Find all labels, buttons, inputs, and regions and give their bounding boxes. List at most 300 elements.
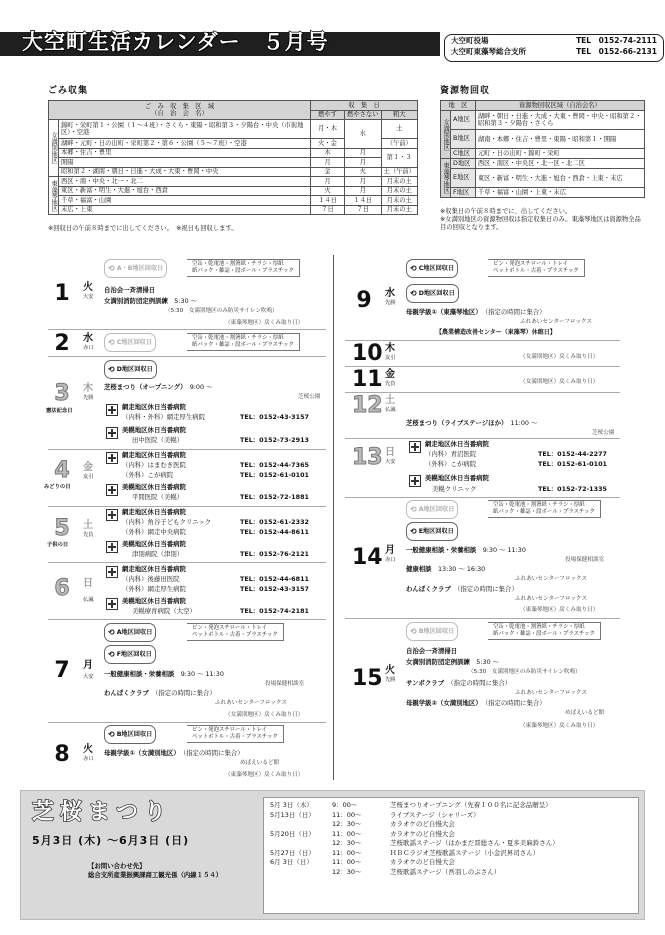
holiday-name: みどりの日 (44, 484, 71, 490)
day-number: 13 (352, 445, 383, 470)
rokuyo: 友引 (385, 355, 396, 361)
event-text: 芝桜まつり（オープニング） (104, 383, 184, 391)
cell: 月 (345, 158, 381, 168)
event-time: 5:30 ～ (174, 297, 198, 305)
tag-label: C地区回収日 (418, 264, 455, 272)
event-note: （女満別地区）戻くみ取り日） (520, 379, 599, 385)
cell: 火・金 (311, 139, 345, 149)
hospital-name: （内科）青沼医院 (425, 450, 477, 458)
day-divider (48, 619, 326, 620)
hospital-tel: TEL：0152-43-3157 (240, 413, 309, 421)
cell: 月 (311, 158, 345, 168)
cat-line: ビン・発泡スチロール・トレイ (192, 727, 267, 734)
sched-event: カラオケのど自慢大会 (390, 820, 455, 828)
collection-tag (104, 645, 156, 664)
area-name: A地区 (451, 111, 476, 130)
day-number: 14 (352, 545, 383, 570)
collection-tag (104, 725, 156, 744)
rokuyo: 仏滅 (83, 597, 94, 603)
cell: 土（午前） (381, 167, 417, 177)
gomi-note: ※回収日の午前８時までに出してください。 ※祝日も回収します。 (48, 225, 238, 232)
event (406, 700, 546, 707)
event-time: 11:00 ～ (510, 419, 538, 427)
gomi-title: ごみ収集 (48, 86, 89, 96)
day-number: 5 (54, 516, 70, 541)
hospital-icon (106, 541, 118, 553)
recycle-icon: ⟲ (410, 526, 417, 536)
cell-text: 第１・３ (386, 153, 412, 161)
cell: 月・木 (311, 120, 345, 139)
cell: 昭和第２・湖南・朝日・日進・大成・大東・豊岡・中央 (59, 167, 311, 177)
weekday: 金 (385, 369, 395, 380)
event-place: ふれあいセンターフロックス (515, 596, 588, 602)
rokuyo: 友引 (83, 474, 94, 480)
event-note: （女満別地区）戻くみ取り日） (225, 712, 304, 718)
cat-line: 紙パック・雑誌・段ボール・プラスチック (192, 342, 294, 348)
hospital-name: （外科）こが病院 (425, 460, 477, 468)
contact-name: 大空町役場 (451, 36, 489, 45)
event (104, 384, 212, 391)
weekday: 水 (83, 333, 93, 344)
collection-tag (406, 284, 459, 303)
sched-event: カラオケのど自慢大会 (390, 829, 455, 838)
area-name: D地区 (451, 159, 476, 169)
header-text: （自 治 会 名） (151, 110, 208, 117)
rokuyo: 赤口 (83, 345, 94, 351)
event-time: 13:30 ～ 16:30 (437, 565, 486, 573)
note-line: ※収集日の午前８時までに、出してください。 (440, 208, 572, 215)
holiday-name: 子供の日 (47, 542, 69, 548)
weekday: 月 (385, 545, 395, 556)
cat-line: 空缶・乾電池・割箸紙・チラシ・厚紙 (192, 335, 284, 342)
hospital (132, 551, 183, 558)
header-text: ご み 収 集 区 域 (144, 102, 215, 110)
sched-date: 5月20日（日） (270, 829, 315, 838)
cell: 月 (345, 177, 381, 187)
event-place: 芝桜公園 (298, 394, 321, 400)
event-text: 女満別消防団定例訓練 (406, 658, 470, 666)
category-box (187, 259, 300, 277)
tag-label: B地区回収日 (116, 730, 153, 738)
cell: 本郷・住吉・豊里 (59, 148, 311, 158)
gomi-header-area (49, 101, 311, 120)
sched-event: ＨＢＣラジオ芝桜歌謡ステージ（小金沢昇司さん） (390, 848, 540, 857)
cell: 末広・上東 (59, 205, 311, 215)
col-area: 地 区 (441, 101, 476, 111)
hospital (122, 414, 205, 421)
cell: ７日 (311, 205, 345, 215)
recycle-icon: ⟲ (108, 263, 115, 273)
festival-schedule (263, 797, 639, 914)
event-text: 一般健康相談・栄養相談 (104, 670, 175, 678)
category-box (488, 622, 601, 640)
hospital-icon (409, 475, 421, 487)
hospital-title: 網走地区休日当番病院 (122, 451, 186, 459)
rokuyo: 先勝 (385, 677, 396, 683)
hospital-name: （内科）後藤田医院 (122, 575, 180, 583)
col-detail: 資源物回収区域（自治会名） (475, 101, 644, 111)
cell: 千草・福富・山園 (59, 196, 311, 206)
festival-title: 芝桜まつり (32, 800, 173, 825)
collection-tag (406, 522, 458, 541)
contact-tel: TEL 0152-74-2111 (576, 36, 657, 45)
cell: 錦町・栄町第１・公園（１～４班）・さくら・東陽・昭和第３・夕陽台・中央（市街地区）・空港 (59, 120, 311, 139)
area-detail: 東区・新富・明生・大進・旭台・西倉・上東・末広 (475, 169, 644, 188)
weekday: 土 (83, 520, 93, 531)
cat-line: 紙パック・雑誌・段ボール・プラスチック (493, 631, 595, 637)
event-text: 芝桜まつり（ライブステージほか） (406, 419, 505, 427)
hospital-title: 美幌地区休日当番病院 (425, 474, 489, 482)
side-label: 女満別地区 (441, 111, 451, 159)
event-text: 母親学級②（女満別地区） (406, 699, 479, 707)
hospital-icon (106, 404, 118, 416)
recycle-icon: ⟲ (410, 263, 417, 273)
tag-label: F地区回収日 (116, 650, 152, 658)
day-number: 1 (54, 281, 70, 306)
event: 【農業構造改善センター（東藻琴）休館日】 (436, 329, 556, 336)
event-time: 9:30 ～ 11:30 (180, 670, 224, 678)
day-number: 10 (352, 341, 383, 366)
day-number: 6 (54, 576, 70, 601)
category-box (488, 259, 585, 277)
shigen-title: 資源物回収 (440, 86, 491, 96)
rokuyo: 大安 (83, 674, 94, 680)
weekday: 水 (385, 288, 395, 299)
event: 自治会一斉清掃日 (406, 647, 458, 655)
hospital-icon (106, 452, 118, 464)
event (406, 586, 518, 593)
rokuyo: 仏滅 (385, 407, 396, 413)
hospital-name: （外科）網走中央病院 (122, 528, 186, 536)
day-divider (345, 340, 620, 341)
recycle-icon: ⟲ (108, 627, 115, 637)
cell: 湖畔・元町・日の出町・栄町第２・第６・公園（５～７班）・空港 (59, 139, 311, 149)
recycle-icon: ⟲ (410, 626, 417, 636)
event-place: 役場保健相談室 (565, 557, 605, 563)
hospital (132, 608, 196, 615)
cat-line: ペットボトル・古着・プラスチック (192, 734, 278, 740)
header (0, 0, 665, 62)
sched-date: 5月27日（日） (270, 848, 315, 857)
event (104, 690, 216, 697)
collection-tag (104, 360, 157, 379)
hospital-tel: TEL：0152-61-0101 (240, 471, 309, 479)
day-divider (345, 618, 620, 619)
day-number: 4 (54, 458, 70, 483)
cell: 月 (345, 186, 381, 196)
event-note: （東藻琴地区）戻くみ取り日） (520, 607, 599, 613)
hospital (122, 519, 211, 526)
sched-time: 11：00～ (332, 810, 362, 819)
weekday: 火 (385, 665, 395, 676)
tag-label: A地区回収日 (418, 505, 455, 513)
hospital-icon (409, 441, 421, 453)
hospital (132, 437, 183, 444)
day-divider (345, 497, 620, 498)
hospital (122, 529, 186, 536)
sched-time: 12：30～ (332, 867, 362, 876)
cat-line: ビン・発泡スチロール・トレイ (493, 261, 568, 268)
tag-label: A・B地区回収日 (116, 264, 164, 272)
recycle-icon: ⟲ (108, 364, 115, 374)
event-note: （東藻琴地区）戻くみ取り日） (520, 723, 599, 729)
contact-box (444, 34, 664, 62)
day-number: 11 (352, 367, 383, 392)
collection-tag (406, 500, 458, 519)
sched-event: 芝桜まつりオープニング（先着１００名に記念品贈呈） (390, 801, 552, 809)
side-label: 東藻琴地区 (441, 159, 451, 198)
hospital (425, 451, 476, 458)
recycle-icon: ⟲ (410, 504, 417, 514)
event-text: 一般健康相談・栄養相談 (406, 546, 477, 554)
area-detail: 湖畔・朝日・日進・大成・大東・豊岡・中央・昭和第２・昭和第３・夕陽台・さくら (475, 111, 644, 130)
day-divider (345, 366, 620, 367)
contact-name: 大空町東藻琴総合支所 (451, 47, 526, 56)
recycle-icon: ⟲ (108, 649, 115, 659)
event-note: （女満別地区）戻くみ取り日） (520, 354, 599, 360)
event-place: ふれあいセンターフロックス (215, 700, 288, 706)
event-place: 役場保健相談室 (265, 681, 305, 687)
column-divider (333, 255, 334, 780)
cell (381, 148, 417, 167)
hospital-icon (106, 484, 118, 496)
event (406, 659, 499, 666)
cell: 火 (345, 167, 381, 177)
hospital-tel: TEL：0152-72-1335 (538, 485, 607, 493)
hospital-icon (106, 509, 118, 521)
note-line: ※女満別地区の資源物回収は指定収集日のみ。東藻琴地区は資源物全品目の回収となります。 (440, 216, 641, 232)
sched-time: 11：00～ (332, 858, 362, 866)
gomi-table (48, 100, 418, 215)
sched-date (270, 869, 332, 879)
hospital-icon (106, 598, 118, 610)
cat-line: 空缶・乾電池・割箸紙・チラシ・厚紙 (493, 502, 585, 509)
hospital-tel: TEL：0152-44-6811 (240, 575, 309, 583)
event (406, 309, 546, 316)
hospital-name: （内科）角谷子どもクリニック (122, 518, 212, 526)
hospital-title: 網走地区休日当番病院 (122, 565, 186, 573)
category-box (187, 333, 300, 351)
hospital-title: 美幌地区休日当番病院 (122, 597, 186, 605)
weekday: 土 (385, 395, 395, 406)
cell: 木 (311, 148, 345, 158)
event-note: （東藻琴地区）戻くみ取り日） (225, 320, 304, 326)
category-box (187, 725, 284, 743)
hospital (122, 472, 173, 479)
event-time: 5:30 ～ (476, 658, 500, 666)
day-number: 2 (54, 331, 70, 356)
event-note: （指定の時間に集合） (155, 689, 216, 697)
side-label: 東藻琴地区 (49, 177, 59, 215)
day-divider (345, 438, 620, 439)
hospital-tel: TEL：0152-73-2913 (240, 436, 309, 444)
col-moyasu: 燃やす (311, 110, 345, 120)
collection-tag (406, 259, 458, 278)
hospital-tel: TEL：0152-43-3157 (240, 585, 309, 593)
cell: 月末の土 (381, 196, 417, 206)
cell: 土 (381, 120, 417, 139)
rokuyo: 赤口 (385, 557, 396, 563)
weekday: 月 (83, 660, 93, 671)
event (406, 680, 511, 687)
event (104, 750, 244, 757)
hospital (132, 494, 183, 501)
hospital-tel: TEL：0152-74-2181 (240, 607, 309, 615)
rokuyo: 先負 (385, 381, 396, 387)
day-number: 12 (352, 393, 383, 418)
event-note: （指定の時間に集合） (484, 699, 546, 707)
hospital-title: 網走地区休日当番病院 (122, 508, 186, 516)
cell: 西区・南・中央・北一・北二 (59, 177, 311, 187)
hospital (122, 576, 180, 583)
day-number: 15 (352, 666, 383, 691)
holiday-name: 憲法記念日 (46, 408, 73, 414)
hospital-name: 美幌療育病院（大空） (132, 607, 196, 615)
sched-time: 12：30～ (332, 839, 362, 847)
cell: 月末の土 (381, 186, 417, 196)
sched-event: ライブステージ（シャリーズ） (390, 810, 480, 819)
hospital (122, 586, 186, 593)
event-note: （指定の時間に集合） (457, 585, 518, 593)
event-place: ふれあいセンターフロックス (520, 319, 593, 325)
event (406, 420, 537, 427)
sched-event: 芝桜歌謡ステージ（はかまだ晋総さん・夏多美麻鈴さん） (390, 839, 559, 847)
sched-event: 芝桜歌謡ステージ（吾羽しのぶさん） (390, 867, 501, 876)
weekday: 日 (83, 578, 93, 589)
cell: 火 (311, 186, 345, 196)
event-text: わんぱくクラブ (406, 585, 451, 593)
cell: （午前） (381, 139, 417, 149)
rokuyo: 先負 (83, 532, 94, 538)
area-name: C地区 (451, 149, 476, 159)
sched-date: 6月 3日（日） (270, 858, 313, 866)
cell: 開陽 (59, 158, 311, 168)
tag-label: D地区回収日 (418, 289, 455, 297)
hospital-tel: TEL：0152-44-7365 (240, 461, 309, 469)
recycle-icon: ⟲ (108, 729, 115, 739)
area-detail: 元町・日の出町・錦町・栄町 (475, 149, 644, 159)
hospital-name: （内科・外科）網走厚生病院 (122, 413, 206, 421)
day-number: 9 (356, 288, 372, 313)
area-detail: 西区・南区・中央区・北一区・北二区 (475, 159, 644, 169)
event-text: 健康相談 (406, 565, 432, 573)
event-text: 母親学級①（東藻琴地区） (406, 308, 479, 316)
event-note: （5:30 女満別地区のみ防災サイレン吹鳴） (468, 669, 581, 675)
cell: 東区・新富・明生・大進・旭台・西倉 (59, 186, 311, 196)
gomi-header-days: 収 集 日 (311, 101, 418, 111)
cell: 金 (311, 167, 345, 177)
event-note: （5:30 女満別地区のみ防災サイレン吹鳴） (165, 308, 278, 314)
weekday: 木 (83, 383, 93, 394)
hospital-name: 田中医院（美幌） (132, 436, 184, 444)
tag-label: B地区回収日 (418, 627, 455, 635)
cell: 月末の土 (381, 205, 417, 215)
weekday: 火 (83, 282, 93, 293)
day-divider (48, 449, 326, 450)
day-number: 8 (54, 742, 70, 767)
shigen-note (440, 208, 645, 233)
collection-tag (406, 622, 458, 641)
hospital-title: 美幌地区休日当番病院 (122, 426, 186, 434)
event-text: 母親学級①（女満別地区） (104, 749, 177, 757)
tag-label: C地区回収日 (116, 338, 153, 346)
inquiry-contact: 総合支所産業振興課商工観光係（内線１５４） (88, 871, 223, 879)
event-note: （指定の時間に集合） (182, 749, 244, 757)
day-divider (48, 356, 326, 357)
collection-tag (104, 623, 156, 642)
recycle-icon: ⟲ (410, 288, 417, 298)
event-place: めばえいるど館 (240, 760, 280, 766)
weekday: 日 (385, 447, 395, 458)
event (104, 671, 224, 678)
page-title: 大空町生活カレンダー ５月号 (22, 30, 329, 54)
recycle-icon: ⟲ (108, 337, 115, 347)
collection-tag (104, 333, 156, 352)
event-note: （指定の時間に集合） (484, 308, 546, 316)
event-text: わんぱくクラブ (104, 689, 149, 697)
cat-line: ビン・発泡スチロール・トレイ (192, 625, 267, 632)
event (104, 298, 197, 305)
day-divider (345, 392, 620, 393)
hospital-tel: TEL：0152-61-2332 (240, 518, 309, 526)
hospital-icon (106, 427, 118, 439)
cell: ７日 (345, 205, 381, 215)
weekday: 金 (83, 462, 93, 473)
day-number: 7 (54, 658, 70, 683)
inquiry-label: 【お問い合わせ先】 (88, 862, 146, 870)
hospital-name: 平間医院（美幌） (132, 493, 184, 501)
sched-time: 11：00～ (332, 848, 362, 857)
event-note: （東藻琴地区）戻くみ取り日） (225, 772, 304, 778)
area-name: B地区 (451, 130, 476, 149)
sched-date: 5月 3日（木） (270, 801, 313, 809)
cell: 月末の土 (381, 177, 417, 187)
cell: 月 (311, 177, 345, 187)
event-note: （指定の時間に集合） (450, 679, 512, 687)
area-name: E地区 (451, 169, 476, 188)
festival-dates: 5月3日 (木) ～6月3日 (日) (32, 834, 190, 847)
rokuyo: 赤口 (83, 756, 94, 762)
hospital-name: 津別病院（津別） (132, 550, 184, 558)
cell: １４日 (345, 196, 381, 206)
hospital-tel: TEL：0152-61-0101 (538, 460, 607, 468)
day-divider (48, 722, 326, 723)
category-box (187, 623, 284, 641)
area-name: F地区 (451, 188, 476, 198)
event-place: ふれあいセンターフロックス (515, 690, 588, 696)
festival-inquiry (88, 862, 222, 880)
hospital-name: （外科）網走厚生病院 (122, 585, 186, 593)
hospital (122, 462, 186, 469)
tag-label: D地区回収日 (116, 365, 153, 373)
weekday: 木 (385, 343, 395, 354)
event (406, 566, 485, 573)
weekday: 火 (83, 744, 93, 755)
tag-label: A地区回収日 (116, 628, 153, 636)
hospital-name: 美幌クリニック (432, 485, 477, 493)
cat-line: 空缶・乾電池・割箸紙・チラシ・厚紙 (493, 624, 585, 631)
hospital-tel: TEL：0152-72-1881 (240, 493, 309, 501)
cell: 水 (345, 120, 381, 149)
hospital-tel: TEL：0152-44-8611 (240, 528, 309, 536)
day-divider (48, 506, 326, 507)
day-number: 3 (54, 381, 70, 406)
hospital-icon (106, 566, 118, 578)
rokuyo: 大安 (83, 294, 94, 300)
event-place: めばえいるど館 (565, 710, 605, 716)
area-detail: 千草・福富・山園・上東・末広 (475, 188, 644, 198)
hospital-name: （内科）はまむき医院 (122, 461, 186, 469)
